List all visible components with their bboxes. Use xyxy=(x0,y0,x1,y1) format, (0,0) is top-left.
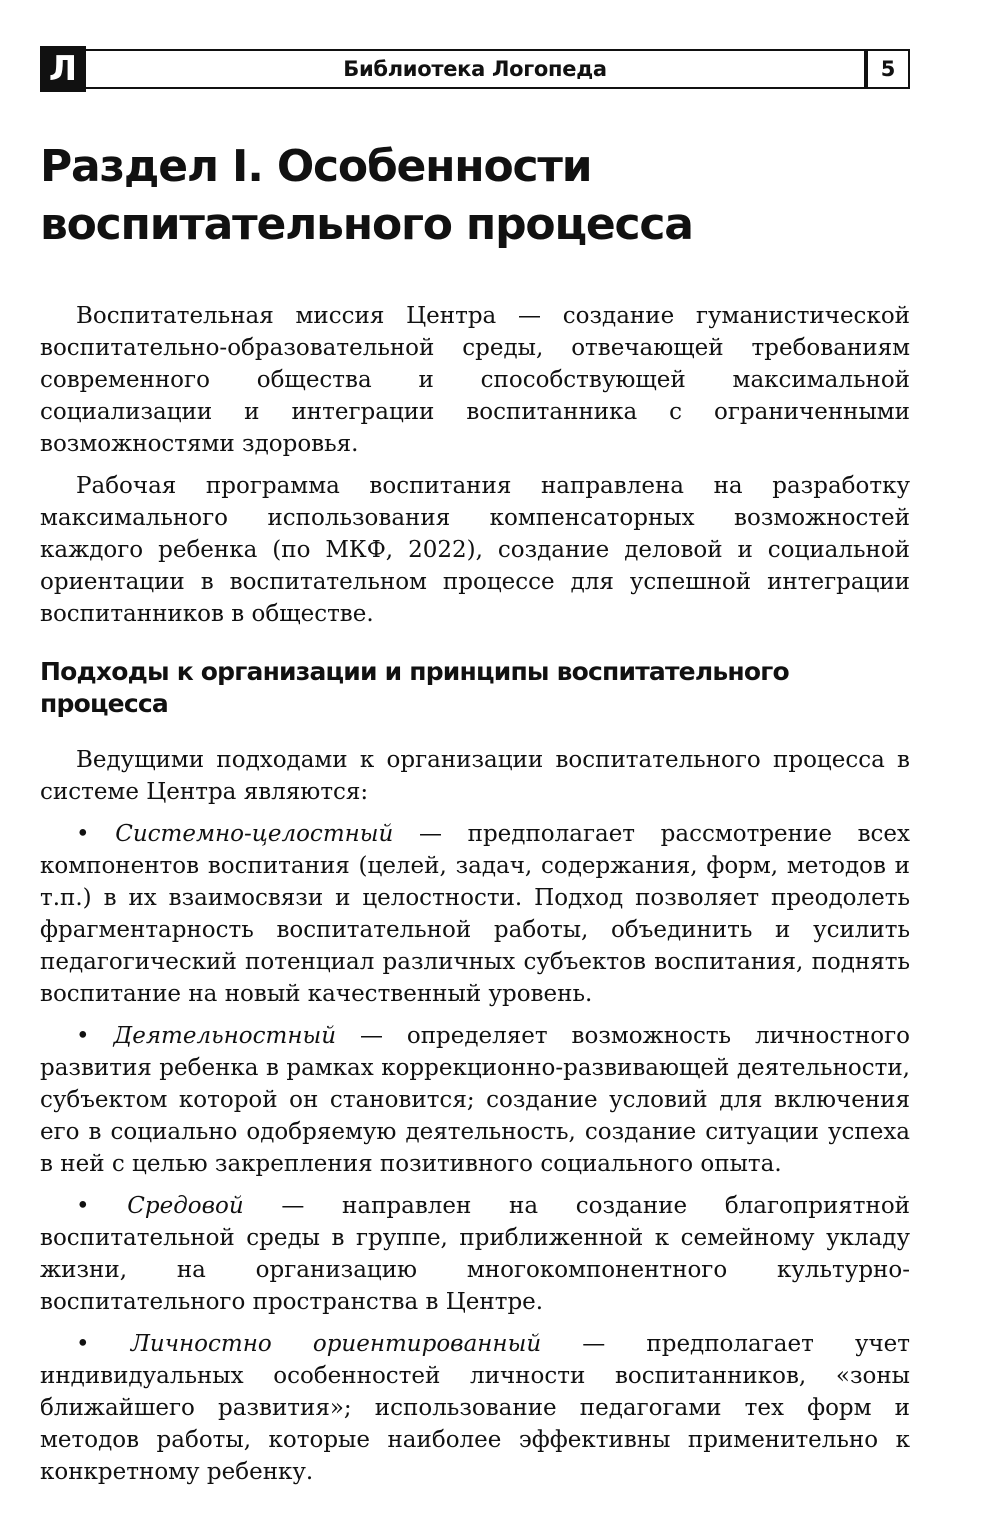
approach-item xyxy=(40,1328,910,1488)
approach-item xyxy=(40,818,910,1010)
approach-description: — направлен на создание благоприятной воспитательной среды в группе, приближенной к семейному укладу жизни, на организацию многокомпонентного культурно-воспитательного пространства в Центре. xyxy=(40,1193,911,1315)
approach-term: Системно-целостный xyxy=(115,821,394,847)
approach-term: Личностно ориентированный xyxy=(130,1331,542,1357)
approach-term: Средовой xyxy=(127,1193,244,1219)
bullet-marker: • xyxy=(76,821,90,847)
approach-item xyxy=(40,1190,910,1318)
page-number: 5 xyxy=(866,49,910,89)
logo-icon: Л xyxy=(40,46,86,92)
subsection-title: Подходы к организации и принципы воспитательного процесса xyxy=(40,657,789,718)
bullet-marker: • xyxy=(76,1023,90,1049)
book-title: Библиотека Логопеда xyxy=(86,49,866,89)
intro-paragraph: Воспитательная миссия Центра — создание гуманистической воспитательно-образовательной среды, отвечающей требованиям современного общества и способствующей максимальной социализации и интеграции воспитанника с ограниченными возможностями здоровья. xyxy=(40,303,910,457)
approach-description: — определяет возможность личностного развития ребенка в рамках коррекционно-развивающей деятельности, субъектом которой он становится; создание условий для включения его в социально одобряемую деятельность, создание ситуации успеха в ней с целью закрепления позитивного социального опыта. xyxy=(40,1023,911,1177)
intro-paragraph: Рабочая программа воспитания направлена на разработку максимального использования компенсаторных возможностей каждого ребенка (по МКФ, 2022), создание деловой и социальной ориентации в воспитательном процессе для успешной интеграции воспитанников в обществе. xyxy=(40,473,910,627)
approach-item xyxy=(40,1020,910,1180)
approach-term: Деятельностный xyxy=(113,1023,337,1049)
bullet-marker: • xyxy=(76,1193,90,1219)
approach-description: — предполагает рассмотрение всех компонентов воспитания (целей, задач, содержания, форм, методов и т.п.) в их взаимосвязи и целостности. Подход позволяет преодолеть фрагментарность воспитательной работы, объединить и усилить педагогический потенциал различных субъектов воспитания, поднять воспитание на новый качественный уровень. xyxy=(40,821,910,1007)
section-title: Раздел I. Особенности воспитательного процесса xyxy=(40,141,693,250)
approach-description: — предполагает учет индивидуальных особенностей личности воспитанников, «зоны ближайшего развития»; использование педагогами тех форм и методов работы, которые наиболее эффективны применительно к конкретному ребенку. xyxy=(40,1331,911,1485)
page-body xyxy=(40,300,910,1498)
running-header xyxy=(40,46,910,96)
bullet-marker: • xyxy=(76,1331,90,1357)
lead-paragraph: Ведущими подходами к организации воспитательного процесса в системе Центра являются: xyxy=(40,747,910,805)
